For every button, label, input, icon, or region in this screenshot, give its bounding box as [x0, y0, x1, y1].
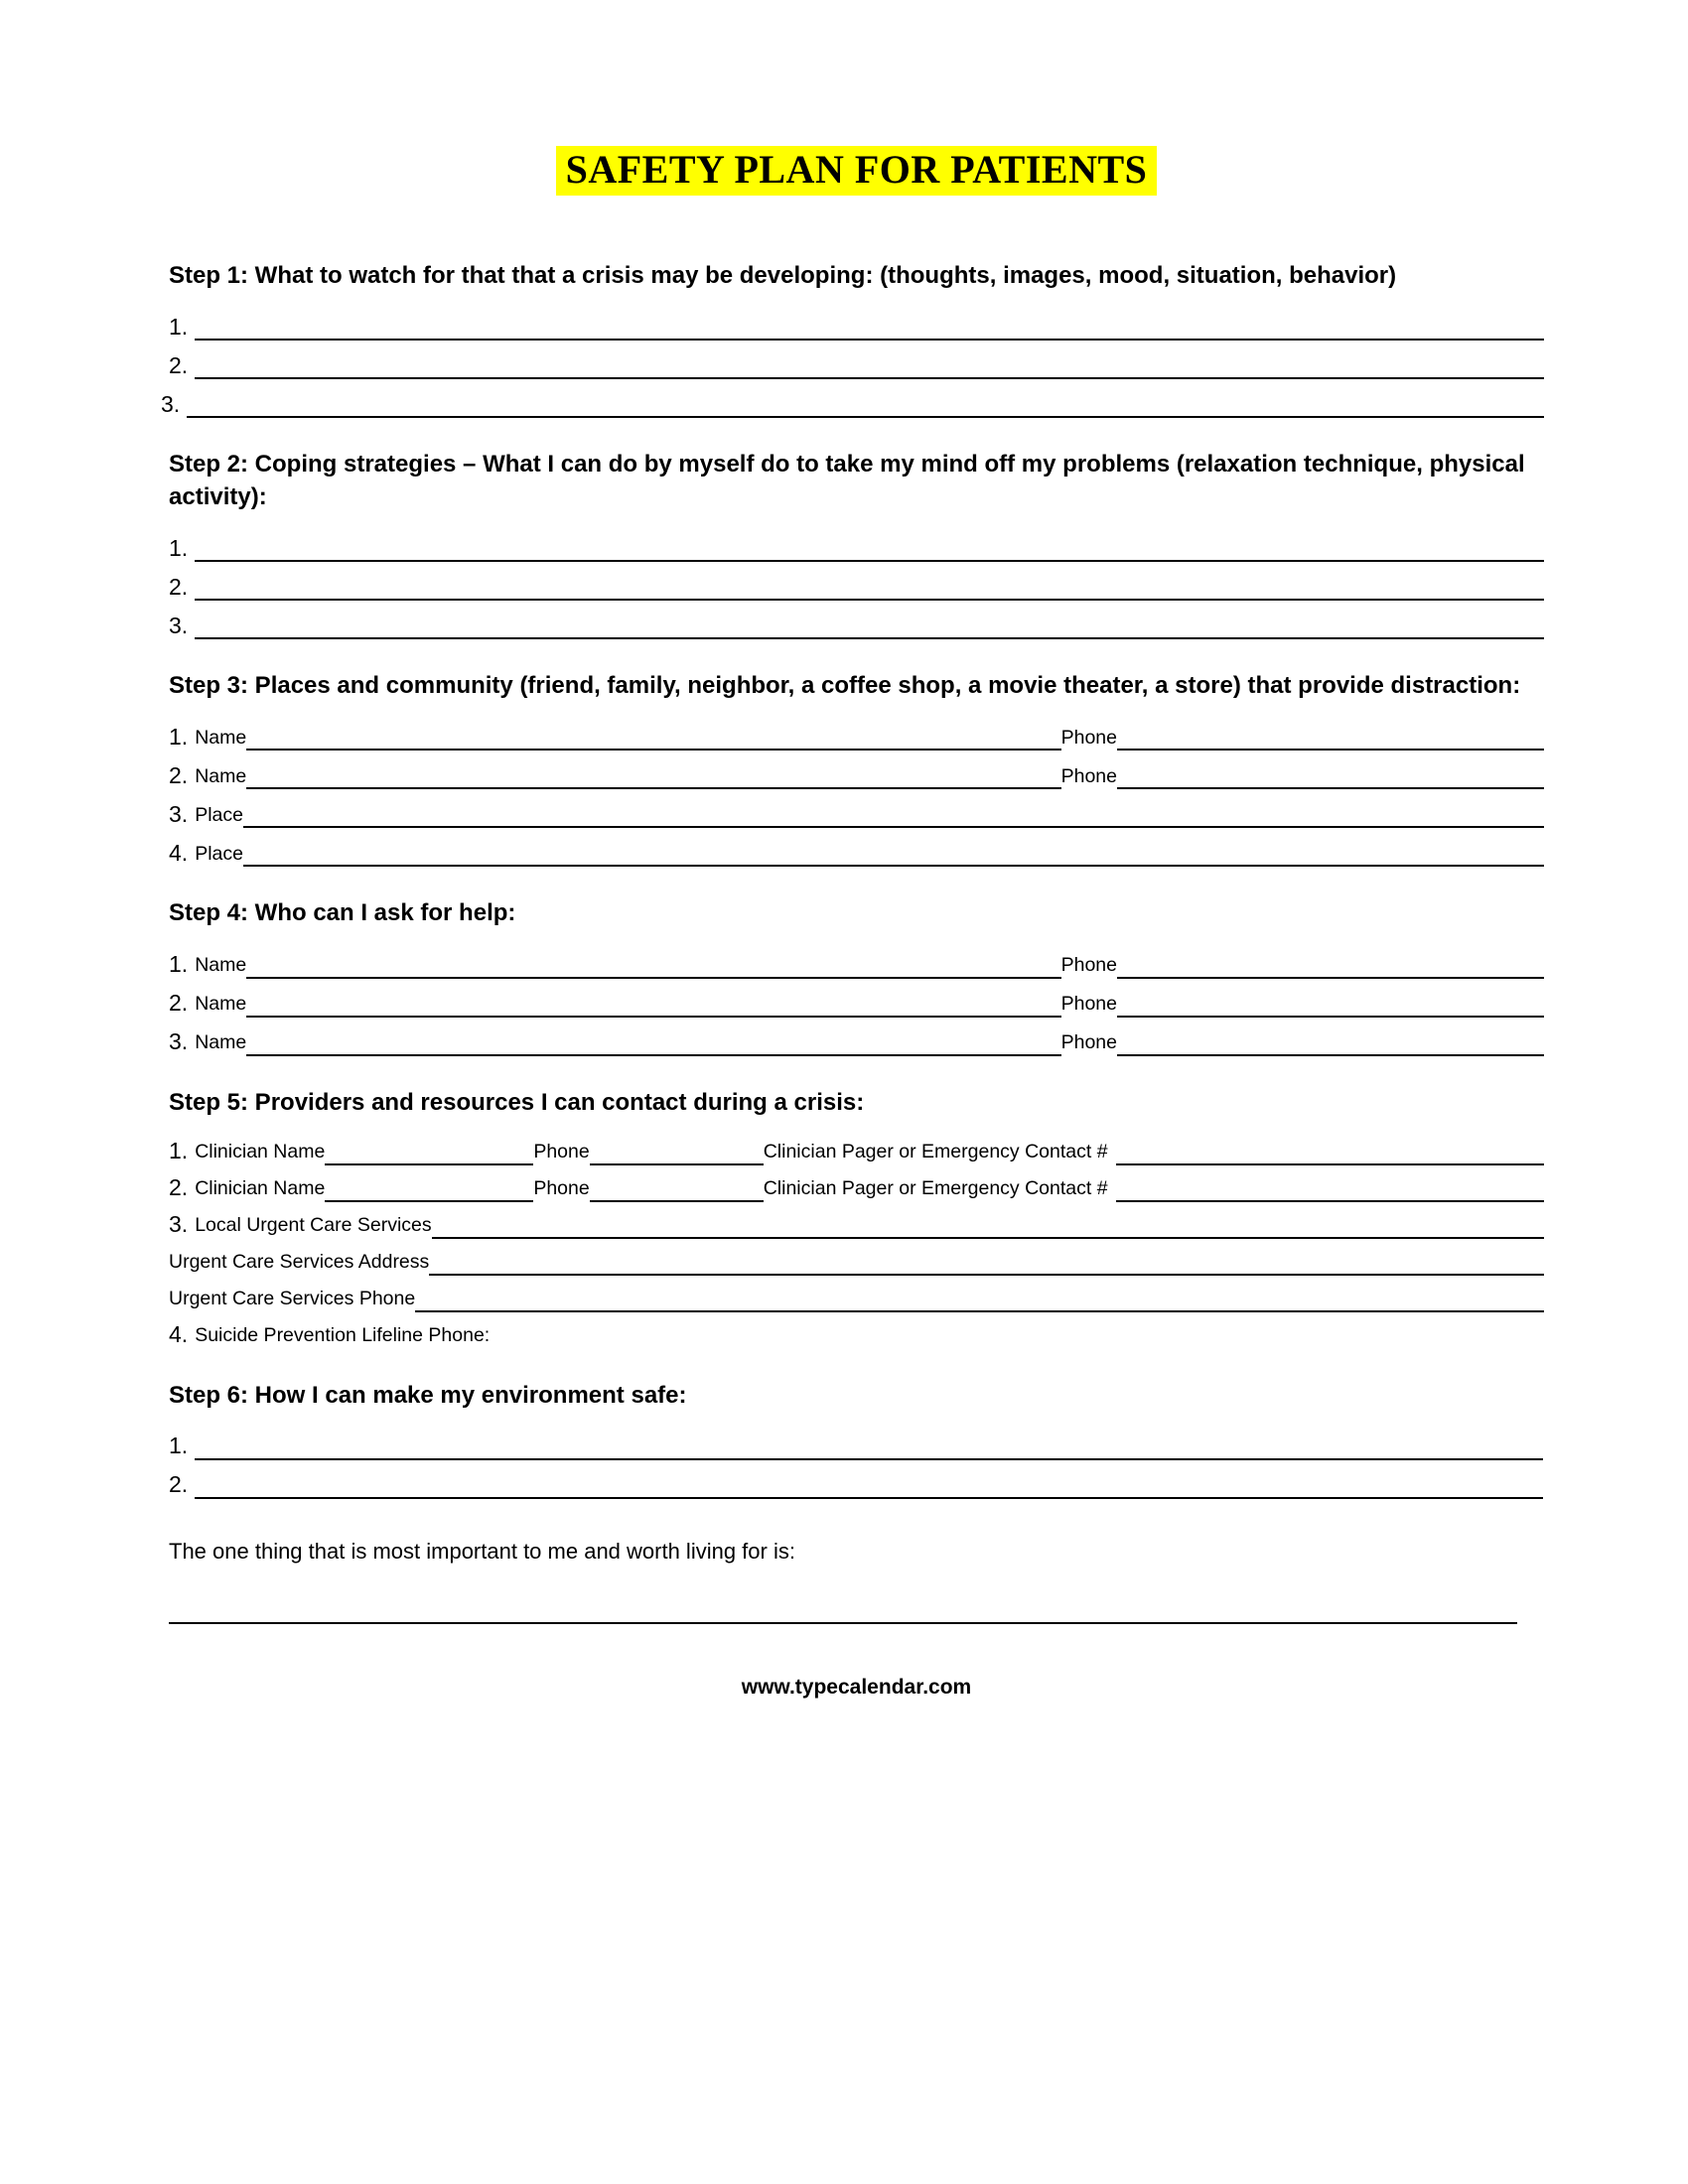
step2-row-2: [169, 562, 1544, 601]
step3-heading: Step 3: Places and community (friend, family, neighbor, a coffee shop, a movie theater, a store) that provide distraction:: [169, 672, 1521, 700]
clinician-name-label: Clinician Name: [195, 1177, 326, 1200]
closing-prompt: The one thing that is most important to me and worth living for is:: [169, 1538, 795, 1564]
step5-clinician-name-input-1[interactable]: [325, 1160, 533, 1165]
step1-row-3: [161, 379, 1544, 418]
item-number: 3.: [169, 800, 189, 827]
name-label: Name: [195, 993, 247, 1016]
step5-row-4: [169, 1239, 1544, 1276]
step3-name-input-1[interactable]: [246, 745, 1060, 751]
step1-row-1: [169, 302, 1544, 341]
step4-row-1: [169, 940, 1544, 979]
phone-label: Phone: [1060, 954, 1117, 977]
step4-phone-input-1[interactable]: [1117, 973, 1544, 979]
phone-label: Phone: [1060, 993, 1117, 1016]
item-number: 2.: [169, 351, 189, 378]
step6-row-2: [169, 1460, 1544, 1499]
step3-place-input-1[interactable]: [243, 822, 1544, 828]
step4-row-2: [169, 979, 1544, 1018]
step1-row-2: [169, 341, 1544, 379]
step4-row-3: [169, 1018, 1544, 1056]
step3-phone-input-1[interactable]: [1117, 745, 1544, 751]
pager-label: Clinician Pager or Emergency Contact #: [763, 1177, 1108, 1200]
step1-input-2[interactable]: [195, 373, 1544, 379]
step5-row-5: [169, 1276, 1544, 1312]
step4-name-input-3[interactable]: [246, 1050, 1060, 1056]
item-number: 3.: [161, 390, 181, 417]
place-label: Place: [195, 843, 243, 866]
step1-input-1[interactable]: [195, 335, 1544, 341]
step5-row-6: [169, 1312, 1544, 1349]
step4-name-input-2[interactable]: [246, 1012, 1060, 1018]
step2-row-1: [169, 523, 1544, 562]
step6-row-1: [169, 1422, 1544, 1460]
name-label: Name: [195, 954, 247, 977]
step1-input-3[interactable]: [187, 412, 1544, 418]
item-number: 1.: [169, 950, 189, 977]
item-number: 1.: [169, 313, 189, 340]
item-number: 4.: [169, 839, 189, 866]
section-step5: [169, 1086, 1544, 1349]
step3-phone-input-2[interactable]: [1117, 783, 1544, 789]
step4-name-input-1[interactable]: [246, 973, 1060, 979]
step3-place-input-2[interactable]: [243, 861, 1544, 867]
step3-row-4: [169, 828, 1544, 867]
step5-phone-input-2[interactable]: [590, 1196, 764, 1202]
urgent-care-phone-label: Urgent Care Services Phone: [169, 1288, 416, 1310]
step2-input-3[interactable]: [195, 633, 1544, 639]
step2-input-2[interactable]: [195, 595, 1544, 601]
step6-heading: Step 6: How I can make my environment safe:: [169, 1381, 687, 1409]
section-step3: [169, 669, 1544, 867]
step2-row-3: [169, 601, 1544, 639]
section-step4: [169, 896, 1544, 1055]
step1-heading: Step 1: What to watch for that that a crisis may be developing: (thoughts, images, mood, situation, behavior): [169, 262, 1397, 289]
step3-row-3: [169, 789, 1544, 828]
step5-row-3: [169, 1202, 1544, 1239]
name-label: Name: [195, 1031, 247, 1054]
phone-label: Phone: [1060, 1031, 1117, 1054]
step5-urgent-care-input[interactable]: [432, 1233, 1544, 1239]
step4-phone-input-2[interactable]: [1117, 1012, 1544, 1018]
item-number: 2.: [169, 761, 189, 788]
urgent-care-services-label: Local Urgent Care Services: [195, 1214, 432, 1237]
step5-phone-input-1[interactable]: [590, 1160, 764, 1165]
step5-urgent-care-address-input[interactable]: [429, 1270, 1544, 1276]
step3-name-input-2[interactable]: [246, 783, 1060, 789]
step2-input-1[interactable]: [195, 556, 1544, 562]
page-title: SAFETY PLAN FOR PATIENTS: [556, 146, 1158, 196]
step5-pager-input-2[interactable]: [1116, 1196, 1544, 1202]
section-step1: [161, 259, 1544, 418]
item-number: 4.: [169, 1321, 189, 1348]
name-label: Name: [195, 765, 247, 788]
item-number: 2.: [169, 1174, 189, 1201]
step5-urgent-care-phone-input[interactable]: [415, 1306, 1544, 1312]
step5-clinician-name-input-2[interactable]: [325, 1196, 533, 1202]
step5-heading: Step 5: Providers and resources I can contact during a crisis:: [169, 1088, 865, 1116]
item-number: 1.: [169, 534, 189, 561]
lifeline-phone-label: Suicide Prevention Lifeline Phone:: [195, 1324, 491, 1347]
clinician-name-label: Clinician Name: [195, 1141, 326, 1163]
closing-input[interactable]: [169, 1622, 1517, 1624]
phone-label: Phone: [1060, 727, 1117, 750]
item-number: 2.: [169, 989, 189, 1016]
item-number: 3.: [169, 612, 189, 638]
item-number: 3.: [169, 1027, 189, 1054]
item-number: 1.: [169, 723, 189, 750]
step3-row-1: [169, 712, 1544, 751]
phone-label: Phone: [533, 1177, 590, 1200]
step4-phone-input-3[interactable]: [1117, 1050, 1544, 1056]
step6-input-1[interactable]: [195, 1454, 1543, 1460]
name-label: Name: [195, 727, 247, 750]
section-step6: [169, 1379, 1544, 1499]
phone-label: Phone: [533, 1141, 590, 1163]
pager-label: Clinician Pager or Emergency Contact #: [763, 1141, 1108, 1163]
step5-row-2: [169, 1165, 1544, 1202]
step2-heading: Step 2: Coping strategies – What I can do by myself do to take my mind off my problems (relaxation technique, physical activity):: [169, 451, 1525, 511]
item-number: 3.: [169, 1211, 189, 1238]
item-number: 2.: [169, 573, 189, 600]
title-row: [169, 146, 1544, 196]
step5-row-1: [169, 1129, 1544, 1165]
phone-label: Phone: [1060, 765, 1117, 788]
step3-row-2: [169, 751, 1544, 789]
item-number: 1.: [169, 1433, 189, 1459]
footer-url: www.typecalendar.com: [741, 1675, 972, 1699]
section-step2: [169, 448, 1544, 639]
item-number: 2.: [169, 1471, 189, 1498]
place-label: Place: [195, 804, 243, 827]
step4-heading: Step 4: Who can I ask for help:: [169, 899, 516, 927]
urgent-care-address-label: Urgent Care Services Address: [169, 1251, 430, 1274]
step6-input-2[interactable]: [195, 1493, 1543, 1499]
step5-pager-input-1[interactable]: [1116, 1160, 1544, 1165]
item-number: 1.: [169, 1138, 189, 1164]
